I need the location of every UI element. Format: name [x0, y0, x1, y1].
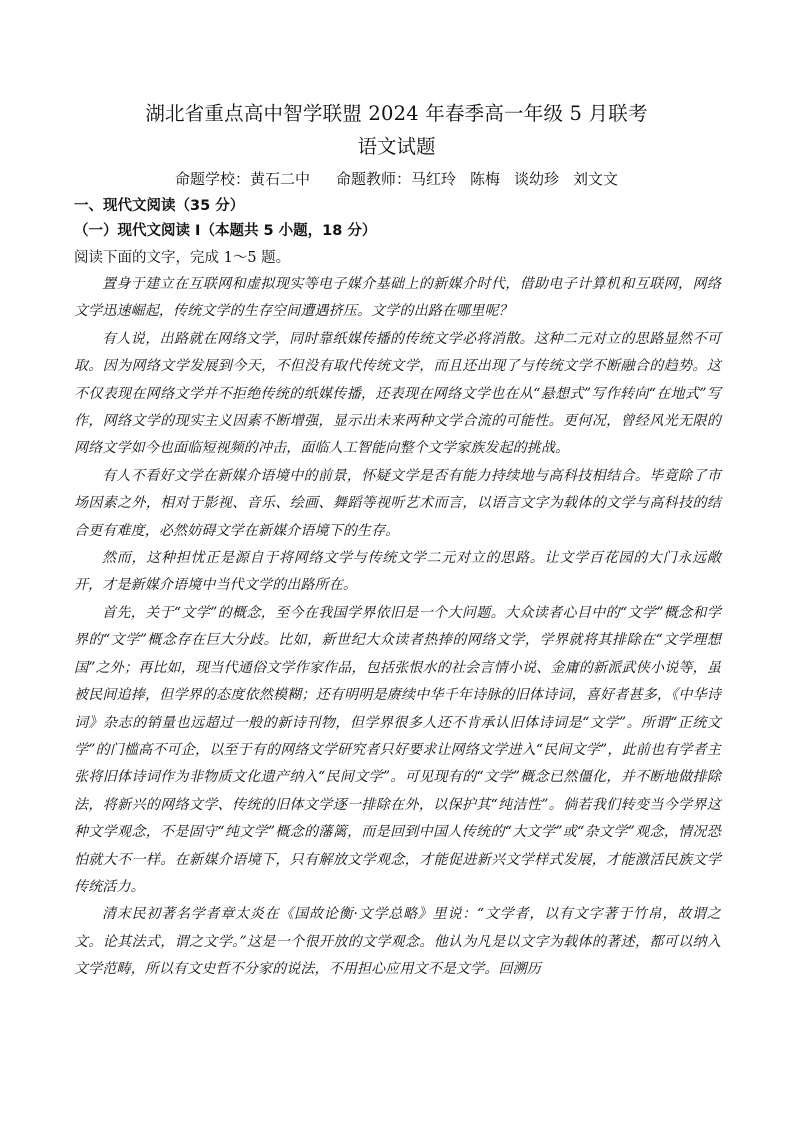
exam-title: 湖北省重点高中智学联盟 2024 年春季高一年级 5 月联考	[145, 102, 648, 125]
passage-paragraph: 首先，关于“文学”的概念，至今在我国学界依旧是一个大问题。大众读者心目中的“文学”概念和学界的“文学”概念存在巨大分歧。比如，新世纪大众读者热捧的网络文学，学界就将其排除在“文学理想国”之外；再比如，现当代通俗文学作家作品，包括张恨水的社会言情小说、金庸的新派武侠小说等，虽被民间追捧，但学界的态度依然模糊；还有明明是赓续中华千年诗脉的旧体诗词，喜好者甚多，《中华诗词》杂志的销量也远超过一般的新诗刊物，但学界很多人还不肯承认旧体诗词是“文学”。所谓“正统文学”的门槛高不可企，以至于有的网络文学研究者只好要求让网络文学进入“民间文学”，此前也有学者主张将旧体诗词作为非物质文化遗产纳入“民间文学”。可见现有的“文学”概念已然僵化，并不断地做排除法，将新兴的网络文学、传统的旧体文学逐一排除在外，以保护其“纯洁性”。倘若我们转变当今学界这种文学观念，不是固守“纯文学”概念的藩篱，而是回到中国人传统的“大文学”或“杂文学”观念，情况恐怕就大不一样。在新媒介语境下，只有解放文学观念，才能促进新兴文学样式发展，才能激活民族文学传统活力。	[74, 604, 721, 895]
passage-paragraph: 有人说，出路就在网络文学，同时靠纸媒传播的传统文学必将消散。这种二元对立的思路显然不可取。因为网络文学发展到今天，不但没有取代传统文学，而且还出现了与传统文学不断融合的趋势。这不仅表现在网络文学并不拒绝传统的纸媒传播，还表现在网络文学也在从“悬想式”写作转向“在地式”写作，网络文学的现实主义因素不断增强，显示出未来两种文学合流的可能性。更何况，曾经风光无限的网络文学如今也面临短视频的冲击，面临人工智能向整个文学家族发起的挑战。	[74, 330, 721, 457]
exam-subtitle: 语文试题	[357, 135, 436, 158]
section-heading: 一、现代文阅读（35 分）	[74, 198, 245, 214]
passage-paragraph: 清末民初著名学者章太炎在《国故论衡·文学总略》里说：“文学者，以有文字著于竹帛，故谓之文。论其法式，谓之文学。”这是一个很开放的文学观念。他认为凡是以文字为载体的著述，都可以纳入文学范畴，所以有文史哲不分家的说法，不用担心应用文不是文学。回溯历	[74, 906, 721, 978]
reading-passage	[74, 271, 721, 984]
teacher-name: 陈梅	[470, 170, 501, 188]
passage-paragraph: 然而，这种担忧正是源自于将网络文学与传统文学二元对立的思路。让文学百花园的大门永远敞开，才是新媒介语境中当代文学的出路所在。	[74, 550, 721, 594]
school-name: 黄石二中	[249, 170, 310, 188]
teacher-label: 命题教师：	[335, 170, 411, 188]
teacher-name: 马红玲	[410, 170, 456, 188]
passage-paragraph: 有人不看好文学在新媒介语境中的前景，怀疑文学是否有能力持续地与高科技相结合。毕竟除了市场因素之外，相对于影视、音乐、绘画、舞蹈等视听艺术而言，以语言文字为载体的文学与高科技的结合更有难度，必然妨碍文学在新媒介语境下的生存。	[74, 467, 721, 539]
passage-paragraph: 置身于建立在互联网和虚拟现实等电子媒介基础上的新媒介时代，借助电子计算机和互联网，网络文学迅速崛起，传统文学的生存空间遭遇挤压。文学的出路在哪里呢？	[74, 276, 721, 320]
reading-instruction: 阅读下面的文字，完成 1～5 题。	[74, 250, 291, 266]
teacher-name: 谈幼珍	[514, 170, 560, 188]
author-line	[60, 169, 733, 189]
school-label: 命题学校：	[174, 170, 250, 188]
subsection-heading: （一）现代文阅读 I（本题共 5 小题，18 分）	[74, 223, 377, 239]
teacher-name: 刘文文	[573, 170, 619, 188]
